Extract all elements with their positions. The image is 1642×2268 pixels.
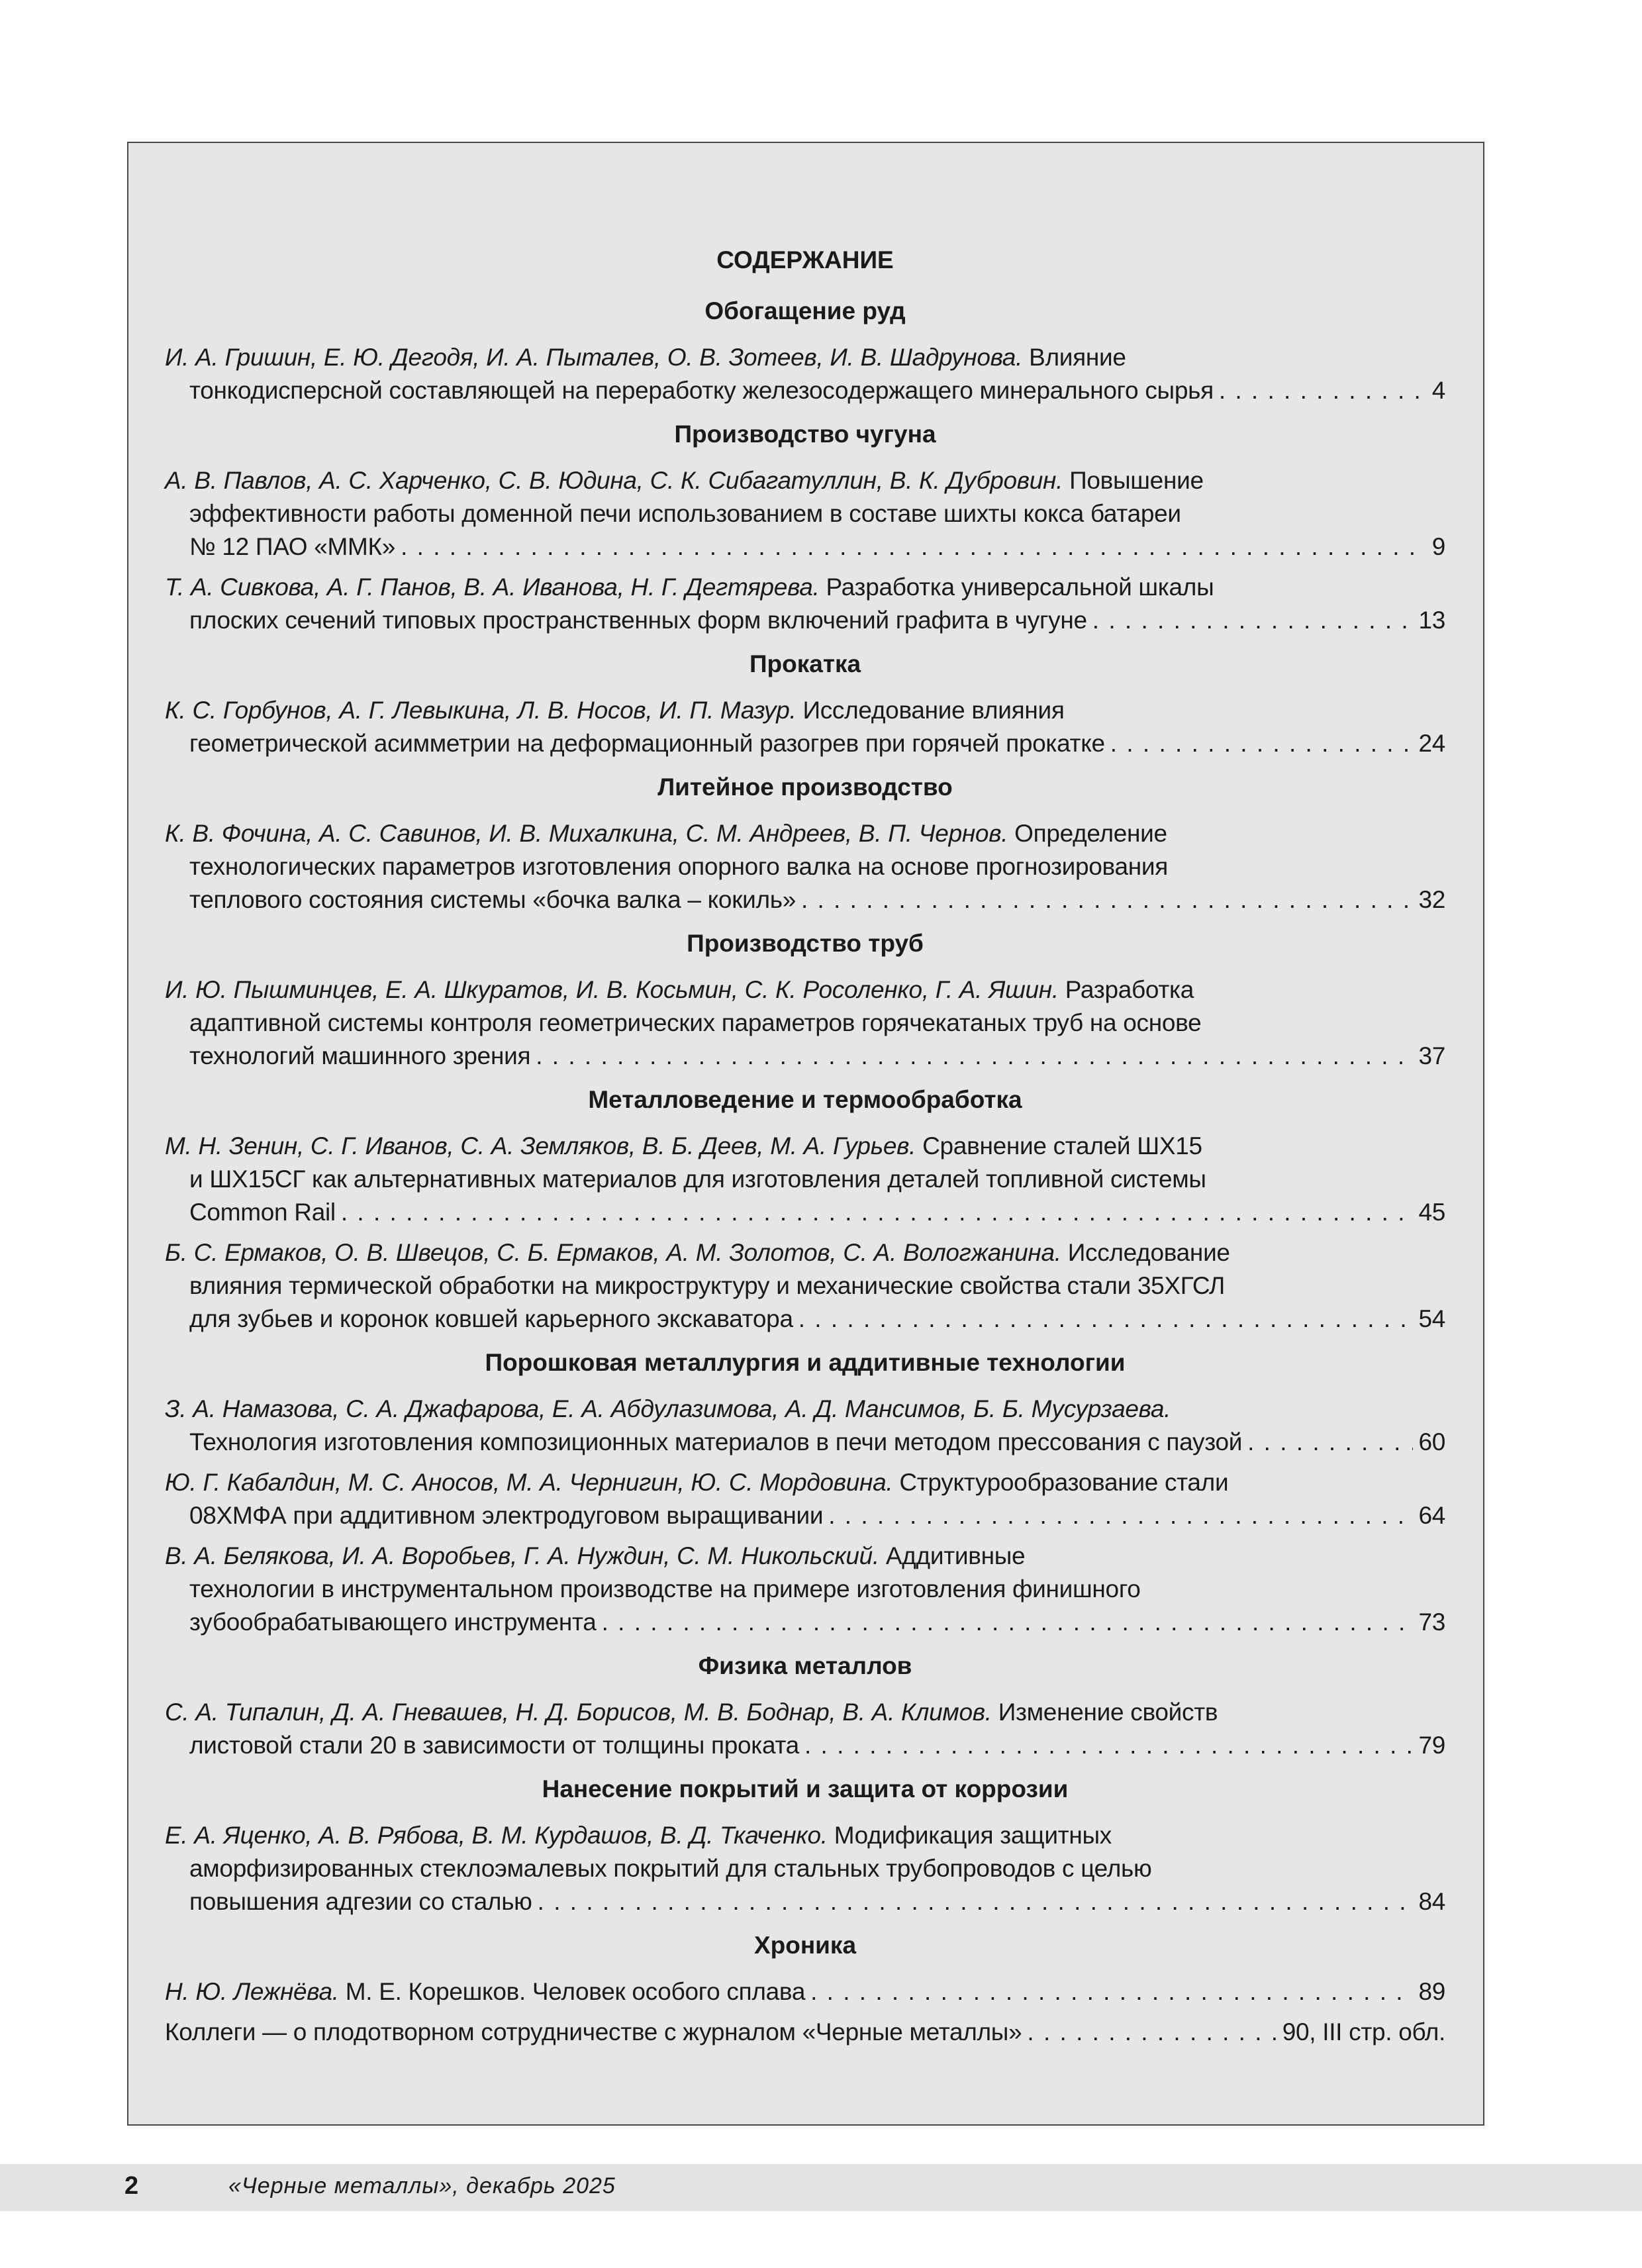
entry-line <box>165 464 1445 497</box>
entry-line <box>165 973 1445 1007</box>
entry-authors: В. А. Белякова, И. А. Воробьев, Г. А. Нуждин, С. М. Никольский. <box>165 1542 879 1569</box>
entry-title: повышения адгезии со сталью <box>189 1888 532 1915</box>
entry-text <box>189 1855 1151 1882</box>
entry-text <box>165 820 1167 847</box>
entry-page-number[interactable]: 54 <box>1418 1305 1445 1332</box>
entry-line <box>165 694 1445 727</box>
toc-section <box>165 771 1445 916</box>
dot-leader <box>602 1606 1414 1639</box>
entry-text <box>189 374 1214 407</box>
entry-text <box>165 1699 1218 1726</box>
entry-text <box>189 1499 823 1532</box>
entry-text <box>189 1575 1141 1602</box>
toc-entry[interactable] <box>165 973 1445 1073</box>
toc-section <box>165 927 1445 1073</box>
entry-authors: З. А. Намазова, С. А. Джафарова, Е. А. Абдулазимова, А. Д. Мансимов, Б. Б. Мусурзаева. <box>165 1395 1171 1422</box>
entry-authors: М. Н. Зенин, С. Г. Иванов, С. А. Земляков, В. Б. Деев, М. А. Гурьев. <box>165 1132 916 1159</box>
dot-leader <box>810 1975 1413 2008</box>
entry-title: Изменение свойств <box>998 1699 1218 1726</box>
toc-entry[interactable] <box>165 341 1445 407</box>
toc-entry[interactable] <box>165 2016 1445 2049</box>
entry-page-number[interactable]: 89 <box>1418 1978 1445 2005</box>
section-heading: Хроника <box>753 1932 857 1959</box>
entry-title: Повышение <box>1069 467 1204 494</box>
entry-authors: А. В. Павлов, А. С. Харченко, С. В. Юдина, С. К. Сибагатуллин, В. К. Дубровин. <box>165 467 1063 494</box>
entry-authors: С. А. Типалин, Д. А. Гневашев, Н. Д. Борисов, М. В. Боднар, В. А. Климов. <box>165 1699 992 1726</box>
toc-section <box>165 1773 1445 1918</box>
entry-text <box>165 467 1204 494</box>
toc-entry[interactable] <box>165 1236 1445 1336</box>
entry-title: Структурообразование стали <box>899 1469 1229 1496</box>
entry-page-number[interactable]: 4 <box>1431 377 1445 404</box>
entry-title: Аддитивные <box>885 1542 1026 1569</box>
toc-entry[interactable] <box>165 1466 1445 1532</box>
section-heading: Порошковая металлургия и аддитивные технологии <box>485 1349 1126 1376</box>
entry-text <box>165 1395 1171 1422</box>
entry-title: Разработка <box>1065 976 1194 1003</box>
dot-leader <box>536 1040 1413 1073</box>
section-heading: Физика металлов <box>698 1652 912 1679</box>
entry-line <box>165 1885 1445 1918</box>
entry-text <box>165 2016 1022 2049</box>
section-heading: Литейное производство <box>657 773 953 801</box>
entry-page-number[interactable]: 45 <box>1418 1199 1445 1226</box>
entry-line <box>165 1975 1445 2008</box>
entry-title: аморфизированных стеклоэмалевых покрытий для стальных трубопроводов с целью <box>189 1855 1152 1882</box>
entry-line <box>165 374 1445 407</box>
entry-line <box>165 1573 1445 1606</box>
entry-title: Сравнение сталей ШХ15 <box>922 1132 1202 1159</box>
toc-entry[interactable] <box>165 1393 1445 1459</box>
entry-authors: Ю. Г. Кабалдин, М. С. Аносов, М. А. Чернигин, Ю. С. Мордовина. <box>165 1469 893 1496</box>
toc-entry[interactable] <box>165 1696 1445 1762</box>
page-number: 2 <box>124 2172 139 2200</box>
entry-title: эффективности работы доменной печи использованием в составе шихты кокса батареи <box>189 500 1181 527</box>
entry-page-number[interactable]: 73 <box>1418 1608 1445 1636</box>
toc-section <box>165 1083 1445 1336</box>
entry-text <box>165 697 1065 724</box>
journal-issue: «Черные металлы», декабрь 2025 <box>228 2173 616 2198</box>
entry-line <box>165 1852 1445 1885</box>
entry-text <box>189 1303 793 1336</box>
entry-line <box>165 530 1445 564</box>
entry-title: листовой стали 20 в зависимости от толщины проката <box>189 1732 799 1759</box>
entry-line <box>165 1303 1445 1336</box>
entry-title: Определение <box>1014 820 1167 847</box>
toc-title: СОДЕРЖАНИЕ <box>716 246 894 273</box>
entry-authors: Б. С. Ермаков, О. В. Швецов, С. Б. Ермаков, А. М. Золотов, С. А. Вологжанина. <box>165 1239 1061 1266</box>
entry-line <box>165 1499 1445 1532</box>
entry-line <box>165 604 1445 637</box>
entry-line <box>165 1696 1445 1729</box>
entry-line <box>165 1236 1445 1269</box>
entry-page-number[interactable]: 37 <box>1418 1042 1445 1069</box>
entry-line <box>165 1426 1445 1459</box>
entry-title: 08ХМФА при аддитивном электродуговом выращивании <box>189 1502 824 1529</box>
entry-text <box>189 1885 532 1918</box>
entry-title: плоских сечений типовых пространственных форм включений графита в чугуне <box>189 607 1087 634</box>
entry-title: Коллеги — о плодотворном сотрудничестве с журналом «Черные металлы» <box>165 2018 1022 2046</box>
toc-entry[interactable] <box>165 1540 1445 1639</box>
entry-page-number[interactable]: 32 <box>1418 886 1445 913</box>
toc-entry[interactable] <box>165 1819 1445 1918</box>
entry-authors: Н. Ю. Лежнёва. <box>165 1978 339 2005</box>
entry-page-number[interactable]: 60 <box>1418 1428 1445 1455</box>
entry-line <box>165 1196 1445 1229</box>
entry-authors: Т. А. Сивкова, А. Г. Панов, В. А. Иванова, Н. Г. Дегтярева. <box>165 573 820 601</box>
toc-entry[interactable] <box>165 694 1445 760</box>
entry-title: Влияние <box>1029 344 1126 371</box>
entry-title: и ШХ15СГ как альтернативных материалов для изготовления деталей топливной системы <box>189 1165 1206 1193</box>
table-of-contents <box>127 142 1484 2126</box>
entry-title: технологий машинного зрения <box>189 1042 531 1069</box>
entry-title: Исследование <box>1067 1239 1230 1266</box>
entry-title: Модификация защитных <box>834 1822 1112 1849</box>
entry-text <box>189 727 1105 760</box>
section-heading: Нанесение покрытий и защита от коррозии <box>542 1775 1069 1802</box>
entry-authors: И. А. Гришин, Е. Ю. Дегодя, И. А. Пыталев, О. В. Зотеев, И. В. Шадрунова. <box>165 344 1023 371</box>
entry-line <box>165 1466 1445 1499</box>
section-heading: Металловедение и термообработка <box>588 1086 1022 1113</box>
entry-line <box>165 1007 1445 1040</box>
entry-text <box>165 1132 1202 1159</box>
entry-text <box>189 853 1168 880</box>
entry-text <box>189 1165 1206 1193</box>
dot-leader <box>538 1885 1414 1918</box>
entry-line <box>165 850 1445 883</box>
entry-text <box>189 530 395 564</box>
entry-title: Разработка универсальной шкалы <box>826 573 1214 601</box>
dot-leader <box>1092 604 1414 637</box>
entry-line <box>165 817 1445 850</box>
entry-page-number[interactable]: 90, III стр. обл. <box>1282 2018 1445 2046</box>
entry-line <box>165 497 1445 530</box>
entry-title: М. Е. Корешков. Человек особого сплава <box>345 1978 806 2005</box>
dot-leader <box>1027 2016 1277 2049</box>
entry-line <box>165 1269 1445 1303</box>
entry-line <box>165 1040 1445 1073</box>
entry-title: технологических параметров изготовления опорного валка на основе прогнозирования <box>189 853 1168 880</box>
entry-text <box>189 1272 1225 1299</box>
entry-text <box>189 1009 1201 1036</box>
entry-text <box>165 1542 1025 1569</box>
entry-text <box>165 1822 1112 1849</box>
entry-page-number[interactable]: 79 <box>1418 1732 1445 1759</box>
dot-leader <box>798 1303 1414 1336</box>
entry-text <box>165 573 1214 601</box>
toc-entry[interactable] <box>165 1975 1445 2008</box>
dot-leader <box>828 1499 1413 1532</box>
entry-title: № 12 ПАО «ММК» <box>189 533 396 560</box>
toc-section <box>165 1929 1445 2049</box>
entry-authors: Е. А. Яценко, А. В. Рябова, В. М. Курдашов, В. Д. Ткаченко. <box>165 1822 828 1849</box>
entry-title: влияния термической обработки на микроструктуру и механические свойства стали 35ХГСЛ <box>189 1272 1226 1299</box>
entry-page-number[interactable]: 24 <box>1418 730 1445 757</box>
toc-section <box>165 648 1445 760</box>
entry-title: тонкодисперсной составляющей на переработку железосодержащего минерального сырья <box>189 377 1214 404</box>
toc-entry[interactable] <box>165 817 1445 916</box>
entry-page-number[interactable]: 64 <box>1418 1502 1445 1529</box>
entry-title: теплового состояния системы «бочка валка – кокиль» <box>189 886 796 913</box>
dot-leader <box>1247 1426 1413 1459</box>
entry-text <box>189 500 1181 527</box>
entry-title: адаптивной системы контроля геометрических параметров горячекатаных труб на основе <box>189 1009 1202 1036</box>
toc-section <box>165 1650 1445 1762</box>
entry-text <box>189 1040 530 1073</box>
toc-entry[interactable] <box>165 571 1445 637</box>
page-footer <box>0 2164 1642 2211</box>
entry-text <box>165 1239 1230 1266</box>
entry-line <box>165 1729 1445 1762</box>
dot-leader <box>801 883 1413 916</box>
dot-leader <box>401 530 1427 564</box>
entry-text <box>165 344 1126 371</box>
entry-text <box>189 883 796 916</box>
entry-text <box>189 1729 799 1762</box>
entry-title: для зубьев и коронок ковшей карьерного экскаватора <box>189 1305 793 1332</box>
entry-text <box>189 1426 1242 1459</box>
entry-text <box>189 604 1087 637</box>
section-heading: Производство чугуна <box>674 420 936 448</box>
entry-line <box>165 2016 1445 2049</box>
entry-title: зубообрабатывающего инструмента <box>189 1608 597 1636</box>
toc-section <box>165 1346 1445 1639</box>
entry-title: геометрической асимметрии на деформационный разогрев при горячей прокатке <box>189 730 1105 757</box>
entry-line <box>165 1540 1445 1573</box>
entry-line <box>165 1819 1445 1852</box>
toc-section <box>165 418 1445 637</box>
entry-authors: К. С. Горбунов, А. Г. Левыкина, Л. В. Носов, И. П. Мазур. <box>165 697 797 724</box>
entry-title: Технология изготовления композиционных материалов в печи методом прессования с паузой <box>189 1428 1243 1455</box>
entry-page-number[interactable]: 9 <box>1431 533 1445 560</box>
entry-title: технологии в инструментальном производстве на примере изготовления финишного <box>189 1575 1141 1602</box>
entry-text <box>165 1469 1228 1496</box>
entry-page-number[interactable]: 13 <box>1418 607 1445 634</box>
dot-leader <box>804 1729 1413 1762</box>
entry-line <box>165 341 1445 374</box>
section-heading: Прокатка <box>749 650 861 677</box>
toc-sections <box>165 295 1445 2049</box>
section-heading: Производство труб <box>687 930 924 957</box>
entry-line <box>165 727 1445 760</box>
entry-authors: К. В. Фочина, А. С. Савинов, И. В. Михалкина, С. М. Андреев, В. П. Чернов. <box>165 820 1008 847</box>
entry-text <box>165 976 1194 1003</box>
toc-entry[interactable] <box>165 1130 1445 1229</box>
entry-authors: И. Ю. Пышминцев, Е. А. Шкуратов, И. В. Косьмин, С. К. Росоленко, Г. А. Яшин. <box>165 976 1059 1003</box>
entry-line <box>165 1163 1445 1196</box>
dot-leader <box>1110 727 1414 760</box>
dot-leader <box>1219 374 1427 407</box>
entry-title: Common Rail <box>189 1199 336 1226</box>
entry-text <box>165 1975 805 2008</box>
dot-leader <box>341 1196 1414 1229</box>
entry-line <box>165 1393 1445 1426</box>
entry-line <box>165 1130 1445 1163</box>
entry-text <box>189 1196 336 1229</box>
toc-section <box>165 295 1445 407</box>
entry-line <box>165 571 1445 604</box>
entry-line <box>165 1606 1445 1639</box>
entry-title: Исследование влияния <box>802 697 1065 724</box>
entry-line <box>165 883 1445 916</box>
section-heading: Обогащение руд <box>704 297 906 324</box>
entry-page-number[interactable]: 84 <box>1418 1888 1445 1915</box>
entry-text <box>189 1606 597 1639</box>
toc-entry[interactable] <box>165 464 1445 564</box>
